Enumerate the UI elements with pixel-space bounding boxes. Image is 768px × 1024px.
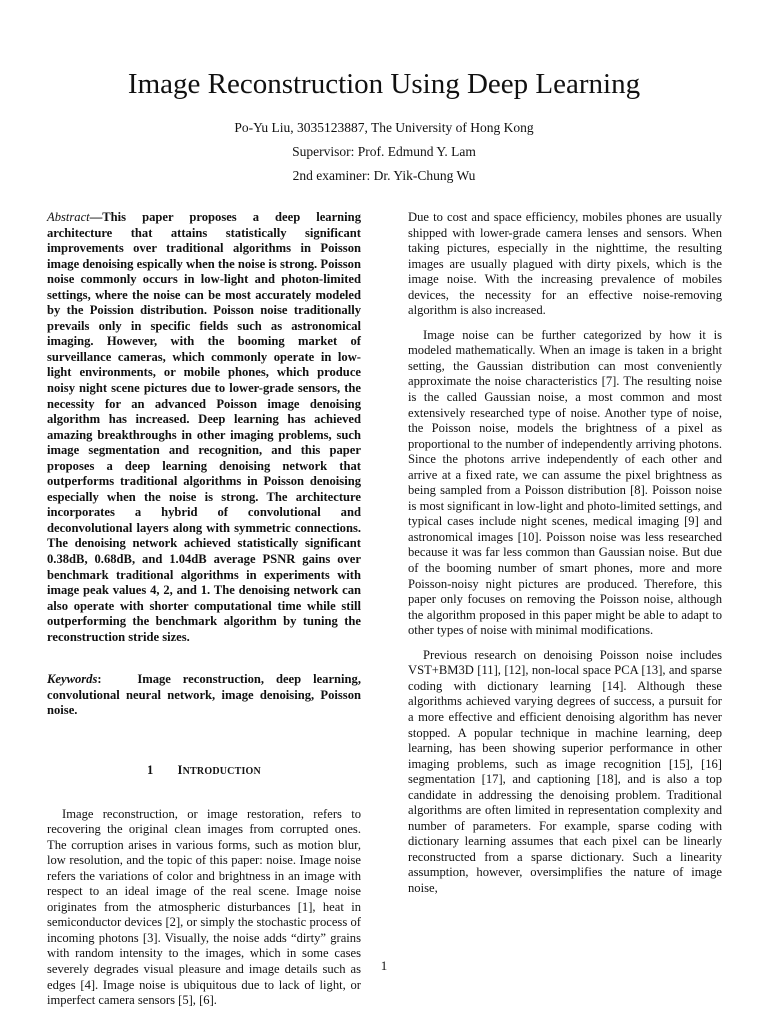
abstract-label: Abstract	[47, 210, 90, 224]
author-line: Po-Yu Liu, 3035123887, The University of Hong Kong	[234, 120, 534, 135]
section-heading-initial: I	[177, 762, 183, 777]
abstract-text: This paper proposes a deep learning architecture that attains statistically significant improvements over traditional algorithms in Poisson image denoising espically when the noise is strong. Poisson noise commonly occurs in low-light and photon-limited settings, where the noise can be most accurately modeled by the Poission distribution. Poisson noise traditionally prevails only in specific fields such as astronomical imaging. However, with the booming market of surveillance cameras, which commonly operate in low-light environments, or mobile phones, which produce noisy night scene pictures due to lower-grade sensors, the necessity for an advanced Poisson image denoising algorithm has increased. Deep learning has achieved amazing breakthroughs in other imaging problems, such image segmentation and recognition, and this paper proposes a deep learning denoising network that outperforms traditional algorithms in Poisson denoising especially when the noise is strong. The architecture incorporates a hybrid of convolutional and deconvolutional layers along with symmetric connections. The denoising network achieved statistically significant 0.38dB, 0.68dB, and 1.04dB average PSNR gains over benchmark traditional algorithms in experiments with image peak values 4, 2, and 1. The denoising network can also operate with shorter computational time while still outperforming the benchmark algorithm by tuning the reconstruction stride sizes.	[47, 210, 361, 644]
intro-paragraph-1: Image reconstruction, or image restoration, refers to recovering the original clean images from corrupted ones. The corruption arises in various forms, such as motion blur, low resolution, and the topic of this paper: noise. Image noise refers the variations of color and brightness in an image with respect to an ideal image of the real scene. Image noise originates from the atmospheric disturbances [1], heat in semiconductor devices [2], or simply the stochastic process of incoming photons [3]. Visually, the noise adds “dirty” grains with random intensity to the images, which in some cases severely degrades visual pleasure and image details such as edges [4]. Image noise is ubiquitous due to lack of light, or imperfect camera sensors [5], [6].	[47, 806, 361, 1008]
section-number: 1	[147, 762, 154, 777]
section-heading-rest: NTRODUCTION	[182, 765, 261, 777]
paper-title: Image Reconstruction Using Deep Learning	[127, 68, 641, 100]
page-number: 1	[380, 958, 388, 973]
body-paragraph-noise-models: Image noise can be further categorized by how it is modeled mathematically. When an image is taken in a bright setting, the Gaussian distribution can most conveniently approximate the noise characteristics [7]. The resulting noise is the called Gaussian noise, a most common and most extensively researched type of noise. Another type of noise, the Poisson noise, models the brightness of a pixel as proportional to the number of independently arriving photons. Since the photons arrive independently of each other and arrive at a fixed rate, we can assume the pixel brightness as being sampled from a Poisson distribution [8]. Poisson noise is most significant in low-light and photo-limited settings, and typical cases include night scenes, medical imaging [9] and astronomical images [10]. Poisson noise was less researched because it was far less common than Gaussian noise. But due of the booming number of smart phones, more and more Poisson-noisy night pictures are produced. Therefore, this paper only focuses on removing the Poisson noise, although the algorithm proposed in this paper might be able to adapt to other types of noise with minimal modifications.	[408, 327, 722, 638]
section-heading-introduction	[47, 763, 361, 780]
keywords-label: Keywords	[47, 672, 98, 687]
abstract-dash: —	[89, 210, 103, 224]
left-column	[47, 210, 361, 1009]
right-column	[408, 210, 722, 897]
keywords-text: Image reconstruction, deep learning, convolutional neural network, image denoising, Poisson noise.	[47, 672, 361, 718]
examiner-line: 2nd examiner: Dr. Yik-Chung Wu	[292, 168, 476, 183]
abstract	[47, 210, 361, 645]
body-paragraph-previous-research: Previous research on denoising Poisson noise includes VST+BM3D [11], [12], non-local space PCA [13], and sparse coding with dictionary learning [14]. Although these algorithms achieved varying degrees of success, a pursuit for a more effective and efficient denoising algorithm has never stopped. A popular technique in machine learning, deep learning, has been showing superior performance in other imaging problems, such as image recognition [15], [16] segmentation [17], and captioning [18], and is also a top candidate in addressing the denoising problem. Traditional algorithms are often limited in representation complexity and number of parameters. For example, sparse coding with dictionary learning assumes that each pixel can be linearly reconstructed from a sparse dictionary. Such a linearity assumption, however, oversimplifies the nature of image noise,	[408, 647, 722, 895]
supervisor-line: Supervisor: Prof. Edmund Y. Lam	[292, 144, 476, 159]
body-paragraph-continued: Due to cost and space efficiency, mobiles phones are usually shipped with lower-grade camera lenses and sensors. When taking pictures, especially in the nighttime, the resulting images are usually plagued with dirty pixels, which is the image noise. With the increasing prevalence of mobiles devices, the necessity for an effective noise-removing algorithm is also increased.	[408, 210, 722, 318]
keywords-colon: :	[97, 672, 102, 687]
keywords	[47, 672, 361, 719]
